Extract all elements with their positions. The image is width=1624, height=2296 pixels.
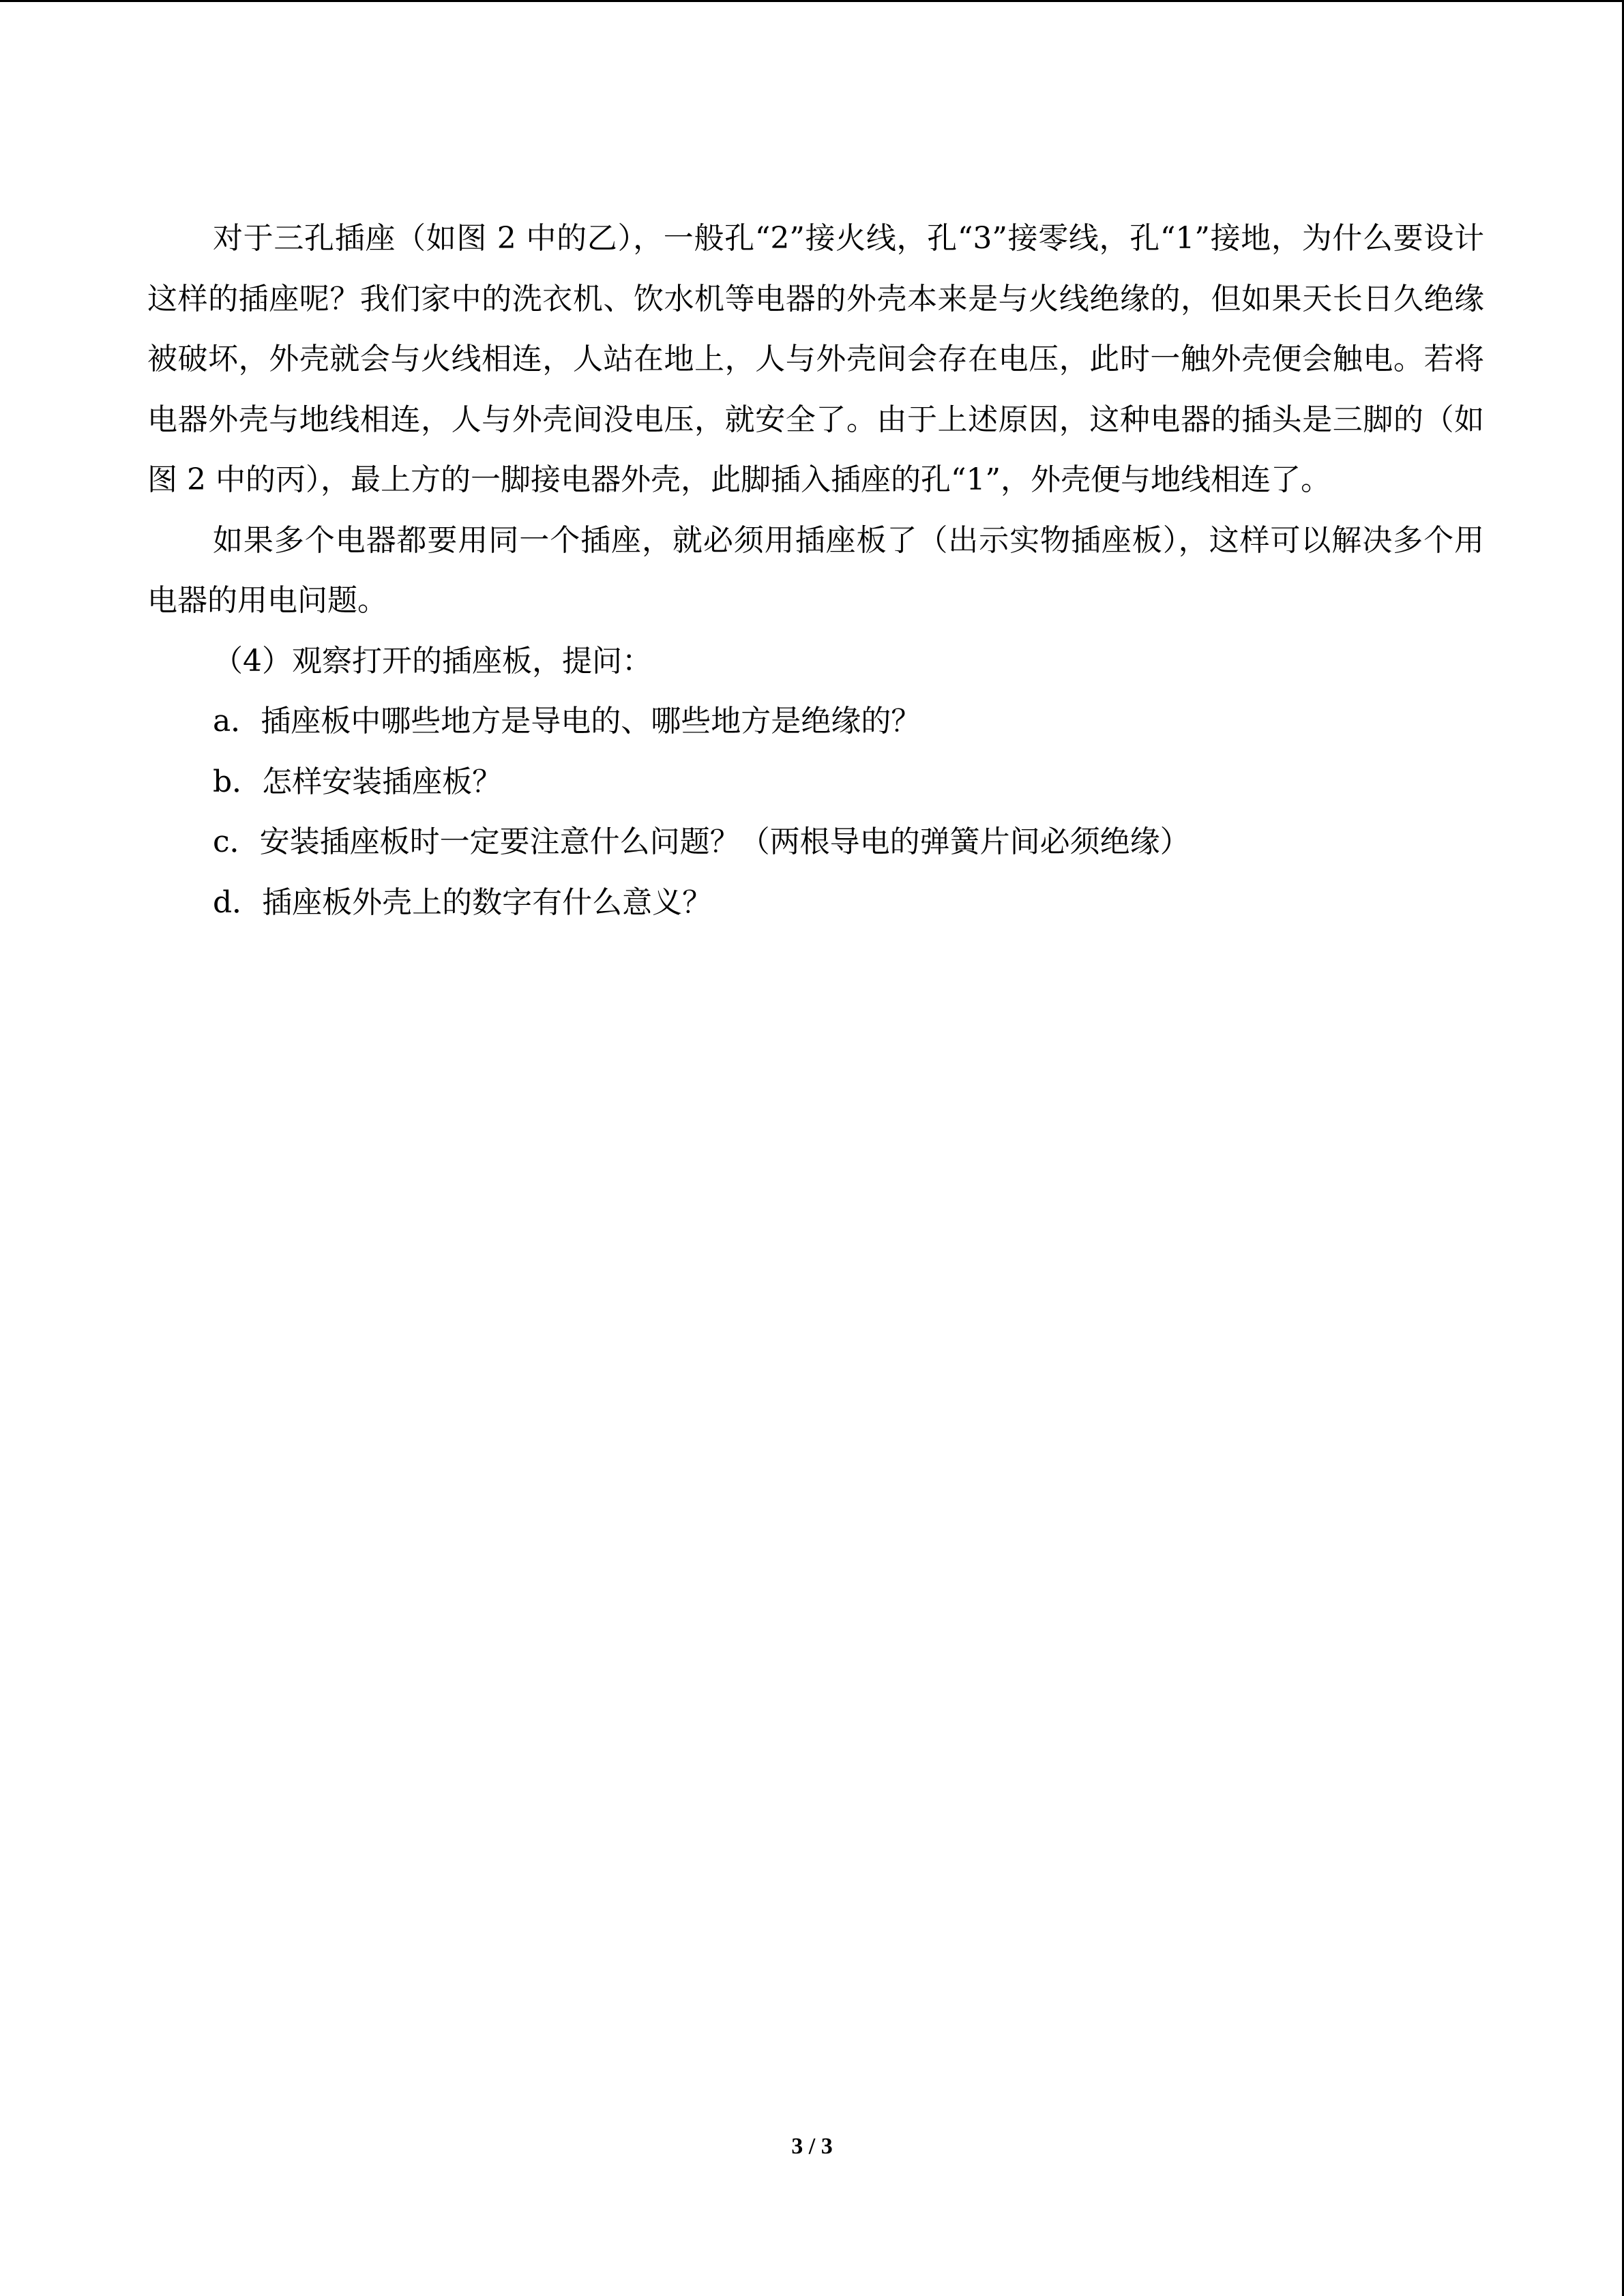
paragraph-power-strip: 如果多个电器都要用同一个插座，就必须用插座板了（出示实物插座板），这样可以解决多个用电器的用电问题。 [147, 522, 1484, 618]
document-body [147, 209, 1484, 933]
step-heading: （4）观察打开的插座板，提问： [213, 643, 652, 679]
question-c: c．安装插座板时一定要注意什么问题？（两根导电的弹簧片间必须绝缘） [213, 824, 1190, 859]
question-a: a．插座板中哪些地方是导电的、哪些地方是绝缘的？ [213, 704, 921, 739]
page-number: 3 / 3 [791, 2134, 833, 2159]
paragraph-three-hole-socket: 对于三孔插座（如图 2 中的乙），一般孔“2”接火线，孔“3”接零线，孔“1”接地，为什么要设计这样的插座呢？我们家中的洗衣机、饮水机等电器的外壳本来是与火线绝缘的，但如果天长日久绝缘被破坏，外壳就会与火线相连，人站在地上，人与外壳间会存在电压，此时一触外壳便会触电。若将电器外壳与地线相连，人与外壳间没电压，就安全了。由于上述原因，这种电器的插头是三脚的（如图 2 中的丙），最上方的一脚接电器外壳，此脚插入插座的孔“1”，外壳便与地线相连了。 [147, 221, 1484, 497]
page-top-border [0, 0, 1624, 2]
question-d: d．插座板外壳上的数字有什么意义？ [213, 884, 713, 920]
question-b: b．怎样安装插座板？ [213, 764, 503, 799]
